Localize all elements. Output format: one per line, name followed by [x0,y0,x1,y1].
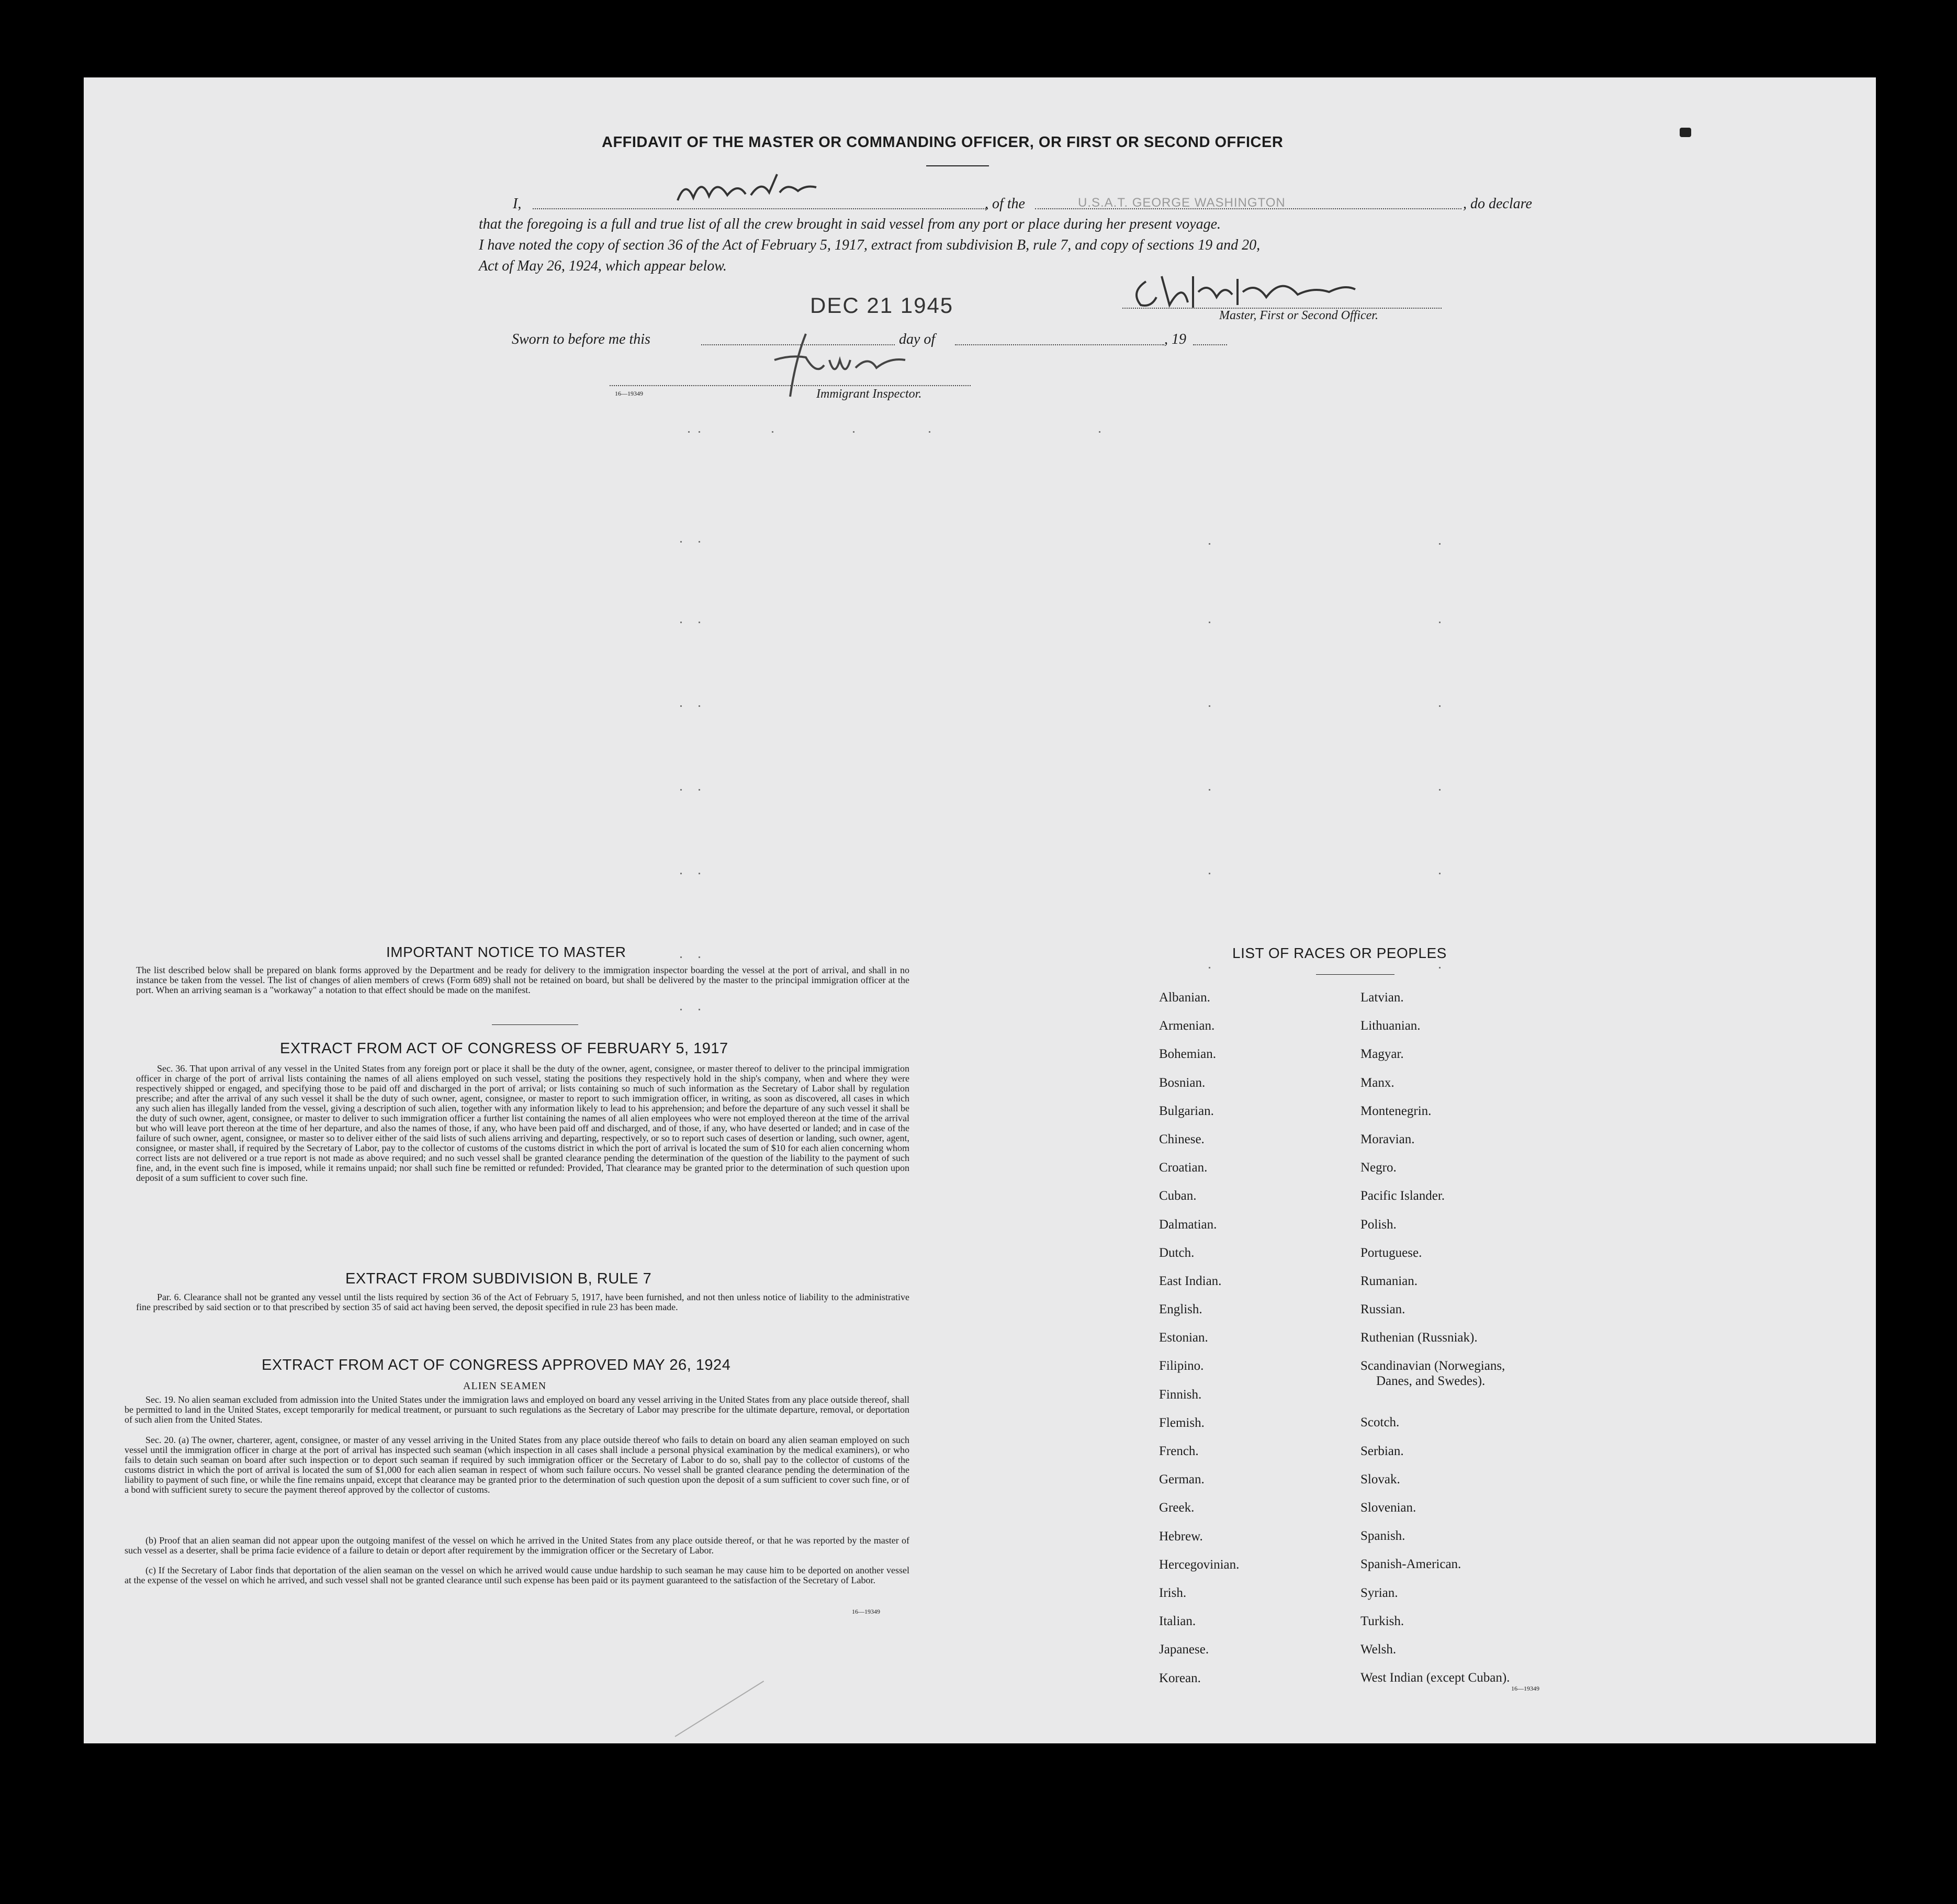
race-item: Hercegovinian. [1159,1557,1240,1572]
faint-rule-mark [1099,431,1100,433]
faint-rule-mark [1439,543,1441,545]
document-page [84,77,1876,1743]
race-item: Irish. [1159,1585,1187,1600]
sec-19-text: Sec. 19. No alien seaman excluded from admission into the United States under the immigration laws and employed on board any vessel arriving in the United States from any place outside thereof, shall be permitted to land in the United States, except temporarily for medical treatment, or pursuant to such regulations as the Secretary of Labor may prescribe for the ultimate departure, removal, or deportation of such alien from the United States. [125,1394,909,1425]
faint-rule-mark [772,431,773,433]
faint-rule-mark [680,622,682,623]
declaration-line-1: that the foregoing is a full and true list of all the crew brought in said vessel from any port or place during her present voyage. [479,216,1221,232]
races-divider [1316,974,1394,975]
race-item: Manx. [1360,1075,1394,1090]
race-item: Bosnian. [1159,1075,1206,1090]
race-item: Moravian. [1360,1132,1415,1146]
race-item: Syrian. [1360,1585,1398,1600]
race-item: Scandinavian (Norwegians, [1360,1359,1505,1373]
faint-rule-mark [680,789,682,791]
sworn-label: Sworn to before me this [512,331,650,347]
race-item: Russian. [1360,1302,1405,1317]
race-item: Latvian. [1360,990,1404,1005]
notice-divider [492,1024,578,1025]
alien-seamen-subtitle: ALIEN SEAMEN [463,1380,547,1392]
faint-rule-mark [680,956,682,958]
faint-rule-mark [1209,543,1210,545]
faint-rule-mark [699,431,700,433]
races-column-2 [1360,990,1510,1699]
declaration-line-2: I have noted the copy of section 36 of the Act of February 5, 1917, extract from subdivision B, rule 7, and copy of sections 19 and 20, [479,237,1261,253]
race-item: Estonian. [1159,1331,1208,1345]
race-item: Turkish. [1360,1614,1404,1628]
faint-rule-mark [699,541,700,543]
race-item: Italian. [1159,1614,1196,1629]
faint-rule-mark [699,705,700,707]
sworn-year-field [1193,344,1227,345]
sec-20b-text: (b) Proof that an alien seaman did not appear upon the outgoing manifest of the vessel on which he arrived in the United States from any place outside thereof, or that he was reported by the master of such vessel as a deserter, shall be prima facie evidence of a failure to detain or deport after requirement by the immigration officer or the Secretary of Labor. [125,1535,909,1556]
extract-rule7-title: EXTRACT FROM SUBDIVISION B, RULE 7 [345,1270,652,1287]
declaration-line-3: Act of May 26, 1924, which appear below. [479,258,727,274]
race-item: Serbian. [1360,1444,1404,1458]
inspector-signature-line [610,385,971,386]
form-number: 16—19349 [615,390,643,397]
race-item: Dalmatian. [1159,1217,1217,1232]
notice-text: The list described below shall be prepared on blank forms approved by the Department and be ready for delivery to the immigration inspector boarding the vessel at the port of arrival, and shall in no instance be taken from the vessel. The list of changes of alien members of crews (Form 689) shall not be retained on board, but shall be delivered by the master to the principal immigration officer at the port. When an arriving seaman is a "workaway" a notation to that effect should be made on the manifest. [136,965,909,995]
day-of-label: day of [899,331,936,347]
faint-rule-mark [699,1009,700,1010]
race-item: Albanian. [1159,990,1210,1005]
year-label: , 19 [1164,331,1186,347]
race-item: Montenegrin. [1360,1103,1432,1118]
title-divider [926,165,989,166]
ink-mark [1680,128,1691,137]
race-item: Rumanian. [1360,1274,1418,1288]
faint-rule-mark [699,956,700,958]
race-item: Slovak. [1360,1472,1400,1486]
race-item: Korean. [1159,1671,1201,1685]
race-item: Chinese. [1159,1132,1205,1146]
race-item: Lithuanian. [1360,1019,1421,1033]
race-item: Bulgarian. [1159,1103,1214,1118]
faint-rule-mark [1439,622,1441,623]
race-item: Dutch. [1159,1245,1195,1260]
race-item: Spanish. [1360,1529,1405,1544]
race-item: Spanish-American. [1360,1557,1461,1572]
faint-rule-mark [1439,789,1441,791]
notice-title: IMPORTANT NOTICE TO MASTER [386,944,626,960]
races-column-1 [1159,990,1239,1699]
race-item: Hebrew. [1159,1529,1203,1544]
affidavit-title: AFFIDAVIT OF THE MASTER OR COMMANDING OFFICER, OR FIRST OR SECOND OFFICER [602,134,1284,151]
faint-rule-mark [1209,705,1210,707]
race-item: Scotch. [1360,1415,1400,1430]
sec-20a-text: Sec. 20. (a) The owner, charterer, agent, consignee, or master of any vessel arriving in the United States from any place outside thereof who fails to detain on board any alien seaman employed on such vessel until the immigration officer in charge at the port of arrival has inspected such seaman (which inspection in all cases shall include a personal physical examination by the medical examiners), or who fails to detain such seaman on board after such inspection or to deport such seaman if required by such immigration officer or the Secretary of Labor to do so, shall pay to the collector of customs of the customs district in which the port of arrival is located the sum of $1,000 for each alien seaman in respect of whom such failure occurs. No vessel shall be granted clearance pending the determination of the liability to payment of such fine, or while the fine remains unpaid, except that clearance may be granted prior to the determination of such question upon the deposit of a sum sufficient to cover such fine, or of a bond with sufficient surety to secure the payment thereof approved by the collector of customs. [125,1435,909,1495]
race-item: Pacific Islander. [1360,1189,1445,1203]
race-item: French. [1159,1444,1199,1458]
faint-rule-mark [680,541,682,543]
pencil-line [674,1681,764,1737]
race-item: Welsh. [1360,1642,1397,1657]
race-item: Magyar. [1360,1047,1404,1062]
race-item: Japanese. [1159,1642,1209,1657]
faint-rule-mark [1209,789,1210,791]
race-item: Negro. [1360,1161,1397,1175]
race-item: Armenian. [1159,1019,1215,1033]
handwritten-name [672,164,829,211]
sworn-month-field [955,344,1164,345]
vessel-name: U.S.A.T. GEORGE WASHINGTON [1078,196,1286,210]
faint-rule-mark [699,873,700,874]
race-item: East Indian. [1159,1274,1222,1288]
inspector-label: Immigrant Inspector. [816,387,922,401]
extract-1917-text: Sec. 36. That upon arrival of any vessel in the United States from any foreign port or place it shall be the duty of the owner, agent, consignee, or master thereof to deliver to the principal immigration officer in charge of the port of arrival lists containing the names of all aliens employed on such vessel, stating the positions they respectively hold in the ship's company, when and where they were respectively shipped or engaged, and specifying those to be paid off and discharged in the port of arrival; or lists containing so much of such information as the Secretary of Labor shall by regulation prescribe; and after the arrival of any such vessel it shall be the duty of such owner, agent, consignee, or master to report to such immigration officer, in writing, as soon as discovered, all cases in which any such alien has illegally landed from the vessel, giving a description of such alien, together with any information likely to lead to his apprehension; and before the departure of any such vessel it shall be the duty of such owner, agent, consignee, or master to deliver to such immigration officer a further list containing the names of all alien employees who were not employed thereon at the time of the arrival but who will leave port thereon at the time of her departure, and also the names of those, if any, who have been paid off and discharged, and of those, if any, who have deserted or landed; and in case of the failure of such owner, agent, consignee, or master so to deliver either of the said lists of such aliens arriving and departing, respectively, or so to report such cases of desertion or landing, such owner, agent, consignee, or master shall, if required by the Secretary of Labor, pay to the collector of customs of the customs district in which the port of arrival is located the sum of $10 for each alien concerning whom correct lists are not delivered or a true report is not made as above required; and no such vessel shall be granted clearance pending the determination of the question of the liability to the payment of such fine, and, in the event such fine is imposed, while it remains unpaid; nor shall such fine be remitted or refunded: Provided, That clearance may be granted prior to the determination of such question upon deposit of a sum sufficient to cover such fine. [136,1063,909,1183]
race-item: Polish. [1360,1217,1397,1232]
race-item: Croatian. [1159,1161,1208,1175]
race-item: Filipino. [1159,1359,1204,1373]
extract-1924-title: EXTRACT FROM ACT OF CONGRESS APPROVED MAY 26, 1924 [262,1357,731,1373]
race-item: Finnish. [1159,1387,1202,1402]
extract-1917-title: EXTRACT FROM ACT OF CONGRESS OF FEBRUARY 5, 1917 [280,1040,728,1057]
race-item: Greek. [1159,1501,1195,1515]
race-item: Bohemian. [1159,1047,1217,1062]
of-the-label: , of the [985,196,1025,212]
race-item: Slovenian. [1360,1501,1416,1515]
faint-rule-mark [680,1009,682,1010]
race-item: German. [1159,1472,1205,1487]
race-item: Cuban. [1159,1189,1197,1203]
races-form-number: 16—19349 [1511,1685,1539,1692]
faint-rule-mark [1439,873,1441,874]
sec-20c-text: (c) If the Secretary of Labor finds that deportation of the alien seaman on the vessel on which he arrived would cause undue hardship to such seaman he may cause him to be deported on another vessel at the expense of the vessel on which he arrived, and such vessel shall not be granted clearance until such expense has been paid or its payment guaranteed to the satisfaction of the Secretary of Labor. [125,1565,909,1585]
date-stamp: DEC 21 1945 [810,293,954,318]
races-title: LIST OF RACES OR PEOPLES [1232,945,1447,961]
race-item: West Indian (except Cuban). [1360,1671,1510,1685]
race-item: English. [1159,1302,1202,1317]
faint-rule-mark [1209,873,1210,874]
do-declare-label: , do declare [1463,196,1532,212]
faint-rule-mark [688,431,690,433]
extract-form-number: 16—19349 [852,1608,880,1615]
faint-rule-mark [1209,622,1210,623]
race-item: Portuguese. [1360,1245,1422,1260]
race-item: Flemish. [1159,1415,1205,1430]
faint-rule-mark [1439,705,1441,707]
faint-rule-mark [699,622,700,623]
extract-rule7-text: Par. 6. Clearance shall not be granted any vessel until the lists required by section 36 of the Act of February 5, 1917, have been furnished, and not then unless notice of liability to the administrative fine prescribed by said section or to that prescribed by section 35 of said act having been served, the deposit specified in rule 23 has been made. [136,1292,909,1312]
faint-rule-mark [699,789,700,791]
affidavit-i-label: I, [513,196,522,212]
race-item: Danes, and Swedes). [1376,1374,1486,1389]
faint-rule-mark [1439,967,1441,968]
master-label: Master, First or Second Officer. [1219,309,1378,322]
race-item: Ruthenian (Russniak). [1360,1331,1478,1345]
faint-rule-mark [680,873,682,874]
faint-rule-mark [853,431,854,433]
faint-rule-mark [680,705,682,707]
faint-rule-mark [929,431,930,433]
faint-rule-mark [1209,967,1210,968]
